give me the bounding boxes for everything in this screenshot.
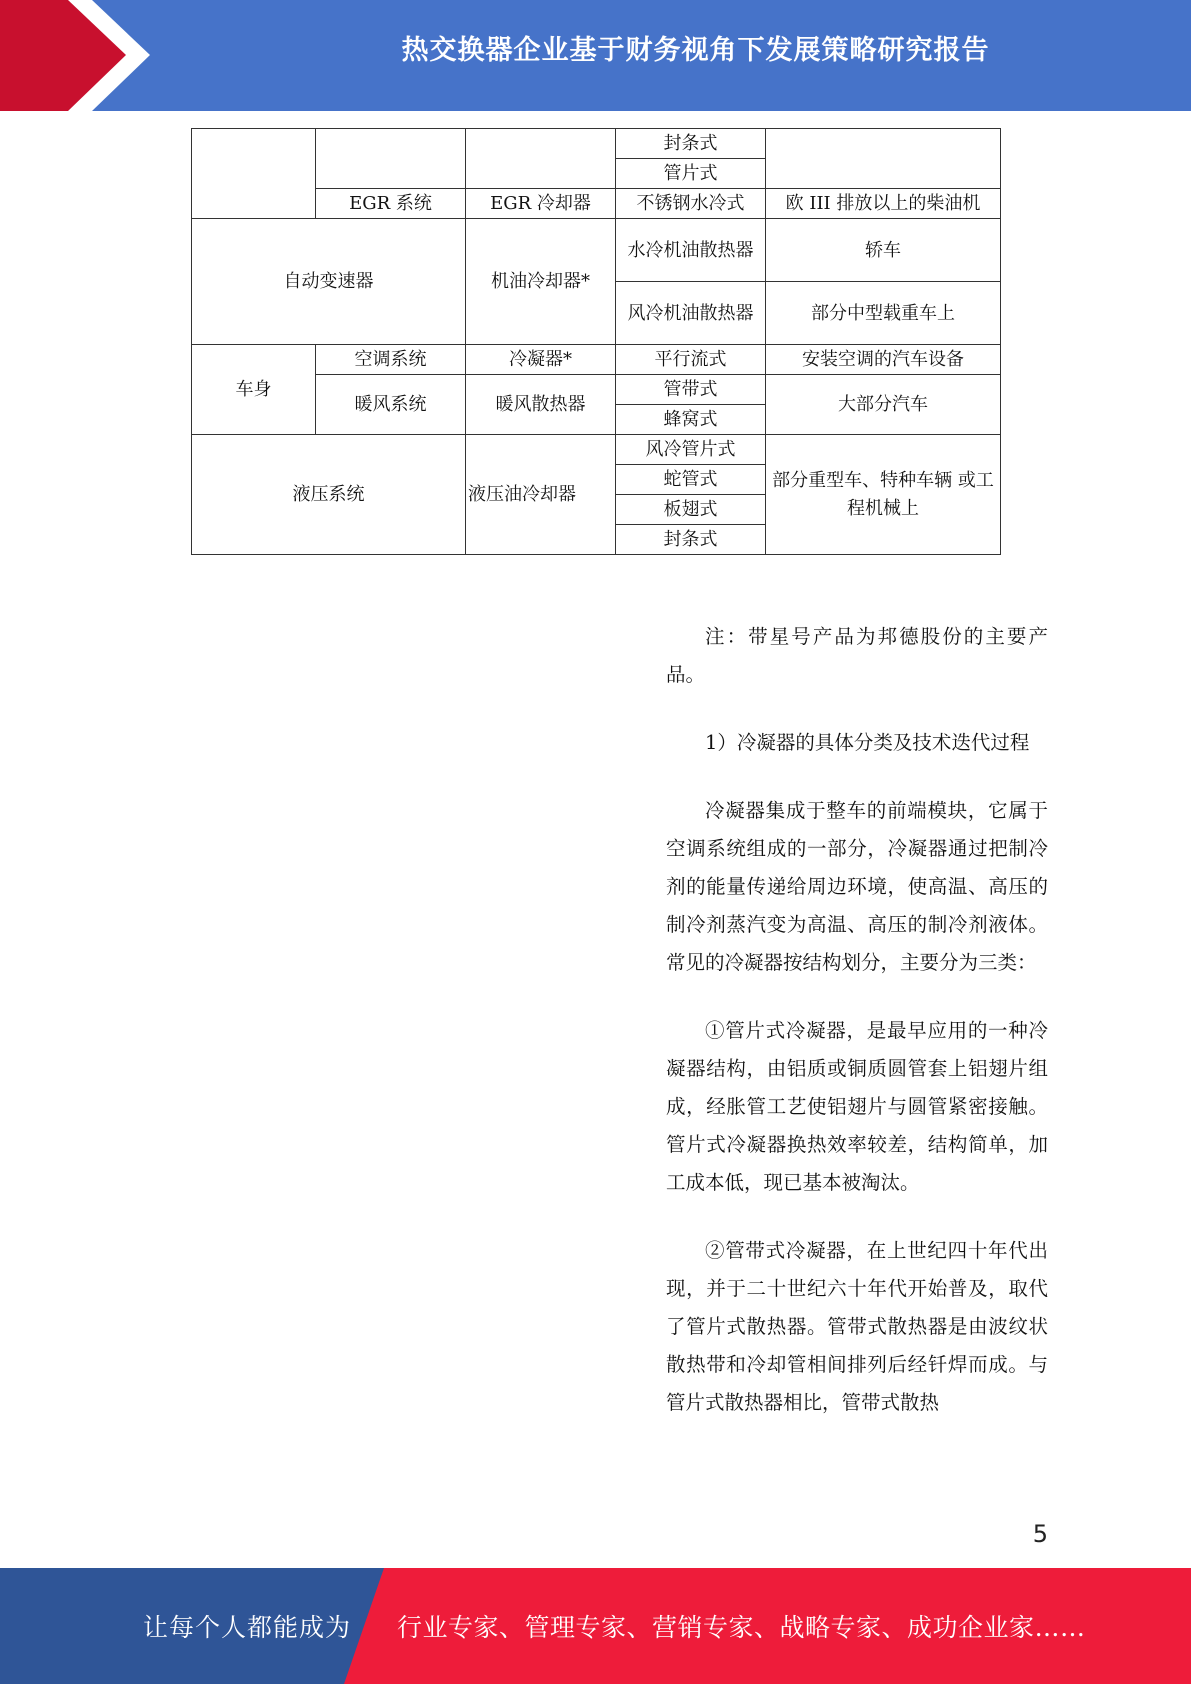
table-cell: 管带式 — [616, 375, 766, 405]
table-cell: 液压油冷却器 — [466, 435, 616, 555]
table-cell: 安装空调的汽车设备 — [766, 345, 1001, 375]
table-cell: 风冷机油散热器 — [616, 282, 766, 345]
page-number: 5 — [1032, 1520, 1048, 1548]
paragraph: 冷凝器集成于整车的前端模块，它属于空调系统组成的一部分，冷凝器通过把制冷剂的能量传递给周边环境，使高温、高压的制冷剂蒸汽变为高温、高压的制冷剂液体。常见的冷凝器按结构划分，主要分为三类： — [666, 799, 1048, 974]
section-heading: 1）冷凝器的具体分类及技术迭代过程 — [705, 731, 1030, 754]
table-cell: 板翅式 — [616, 495, 766, 525]
table-row — [192, 129, 1001, 159]
table-row — [192, 435, 1001, 465]
table-cell: 平行流式 — [616, 345, 766, 375]
table-cell: 不锈钢水冷式 — [616, 189, 766, 219]
table-cell: 蛇管式 — [616, 465, 766, 495]
table-cell: 部分重型车、特种车辆 或工程机械上 — [766, 435, 1001, 555]
table-cell: EGR 系统 — [316, 189, 466, 219]
table-row — [192, 219, 1001, 282]
table-cell: 液压系统 — [192, 435, 466, 555]
table-cell: 封条式 — [616, 129, 766, 159]
body-text — [666, 618, 1048, 1452]
table-cell: 机油冷却器* — [466, 219, 616, 345]
table-cell: 暖风系统 — [316, 375, 466, 435]
table-cell: 暖风散热器 — [466, 375, 616, 435]
page-footer — [0, 1568, 1191, 1684]
table-cell: 轿车 — [766, 219, 1001, 282]
table-cell: 封条式 — [616, 525, 766, 555]
table-cell: 风冷管片式 — [616, 435, 766, 465]
table-note: 注：带星号产品为邦德股份的主要产品。 — [666, 625, 1048, 686]
footer-slogan-left: 让每个人都能成为 — [143, 1613, 352, 1642]
table-cell: 大部分汽车 — [766, 375, 1001, 435]
table-cell: 水冷机油散热器 — [616, 219, 766, 282]
table-cell: EGR 冷却器 — [466, 189, 616, 219]
header-title: 热交换器企业基于财务视角下发展策略研究报告 — [401, 35, 990, 66]
footer-slogan-right: 行业专家、管理专家、营销专家、战略专家、成功企业家…… — [397, 1613, 1086, 1642]
table-row — [192, 345, 1001, 375]
table-cell: 冷凝器* — [466, 345, 616, 375]
page-header — [0, 0, 1191, 111]
heat-exchanger-table — [191, 128, 1001, 555]
table-cell: 车身 — [192, 345, 316, 435]
paragraph: ①管片式冷凝器，是最早应用的一种冷凝器结构，由铝质或铜质圆管套上铝翅片组成，经胀管工艺使铝翅片与圆管紧密接触。管片式冷凝器换热效率较差，结构简单，加工成本低，现已基本被淘汰。 — [666, 1019, 1048, 1194]
table-cell: 欧 III 排放以上的柴油机 — [766, 189, 1001, 219]
table-cell — [316, 129, 466, 189]
table-cell — [192, 129, 316, 219]
table-cell: 自动变速器 — [192, 219, 466, 345]
paragraph: ②管带式冷凝器，在上世纪四十年代出现，并于二十世纪六十年代开始普及，取代了管片式散热器。管带式散热器是由波纹状散热带和冷却管相间排列后经钎焊而成。与管片式散热器相比，管带式散热 — [666, 1239, 1048, 1414]
table-cell: 空调系统 — [316, 345, 466, 375]
table-cell: 蜂窝式 — [616, 405, 766, 435]
table-cell — [766, 129, 1001, 189]
table-cell: 部分中型载重车上 — [766, 282, 1001, 345]
table-cell: 管片式 — [616, 159, 766, 189]
table-cell — [466, 129, 616, 189]
